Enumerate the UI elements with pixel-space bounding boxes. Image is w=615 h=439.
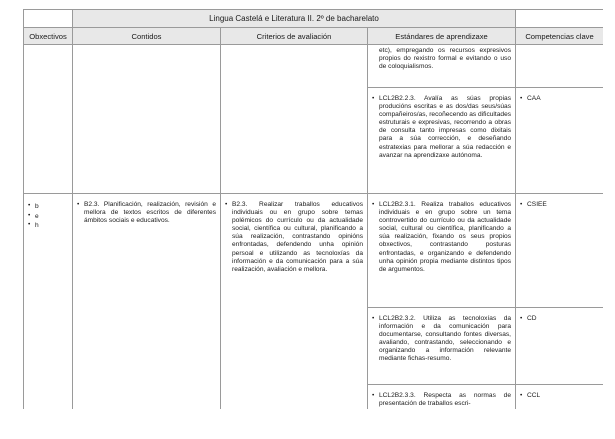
criteria-cell [221, 194, 368, 410]
bullet-icon: • [520, 95, 523, 102]
competence-2-2-3 [516, 88, 603, 110]
objectives-list [24, 194, 72, 239]
competence-2-3-3-cell [516, 385, 603, 410]
competence-2-3-2-label: CD [527, 315, 537, 322]
objective-label: e [35, 212, 39, 220]
objective-label: b [35, 203, 39, 210]
list-item [28, 202, 68, 212]
standard-2-3-2-cell [368, 308, 516, 385]
table-row-2-3-1 [24, 194, 604, 308]
competence-2-3-1-cell [516, 194, 603, 308]
header-criteria: Criterios de avaliación [221, 28, 368, 45]
standard-continued-cell [368, 45, 516, 88]
table-row-continued [24, 45, 604, 88]
competence-2-3-3-label: CCL [527, 392, 541, 399]
objectives-cell [24, 194, 73, 410]
content-b2-3-text: B2.3. Planificación, realización, revisión e mellora de textos escritos de diferentes ámbitos sociais e educativos. [84, 201, 216, 225]
competence-2-2-3-label: CAA [527, 95, 541, 102]
header-row [24, 28, 604, 45]
standard-2-3-2 [368, 308, 515, 368]
title-blank-cell-right [516, 10, 603, 28]
bullet-icon: • [520, 315, 523, 322]
title-blank-cell [24, 10, 73, 28]
bullet-icon: • [520, 201, 523, 208]
bullet-icon: • [372, 201, 375, 208]
contents-cell [73, 194, 221, 410]
criterion-b2-3-text: B2.3. Realizar traballos educativos individuais ou en grupo sobre temas polémicos do currículo ou da actualidade social, científica ou cultural, planificando a súa realización, contrastando opinións enfrontadas, defendendo unha opinión persoal e utilizando as tecnoloxías da información e da comunicación para a súa realización, avaliación e mellora. [232, 201, 363, 273]
competence-continued-cell [516, 45, 603, 88]
standard-2-3-3 [368, 385, 515, 409]
bullet-icon: • [520, 392, 523, 399]
standard-2-3-1 [368, 194, 515, 278]
curriculum-page [23, 9, 603, 409]
competence-2-3-2-cell [516, 308, 603, 385]
header-competences: Competencias clave [516, 28, 603, 45]
standard-continued-text: etc), empregando os recursos expresivos propios do rexistro formal e evitando o uso de coloquialismos. [379, 47, 512, 71]
bullet-icon: • [28, 211, 31, 219]
competence-2-2-3-cell [516, 88, 603, 194]
standard-2-2-3-cell [368, 88, 516, 194]
standard-2-2-3 [368, 88, 515, 164]
bullet-icon: • [77, 201, 80, 208]
list-item [28, 212, 68, 222]
competence-2-3-3 [516, 385, 603, 407]
standard-2-3-3-text: LCL2B2.3.3. Respecta as normas de presentación de traballos escri- [379, 392, 512, 408]
bullet-icon: • [28, 221, 31, 228]
competence-2-3-1-label: CSIEE [527, 201, 547, 208]
header-objectives: Obxectivos [24, 28, 73, 45]
content-b2-3 [73, 194, 220, 229]
bullet-icon: • [372, 315, 375, 322]
competence-2-3-2 [516, 308, 603, 330]
criteria-cell-empty [221, 45, 368, 194]
curriculum-table [23, 9, 603, 409]
bullet-icon: • [372, 95, 375, 102]
objectives-cell-empty [24, 45, 73, 194]
standard-2-3-1-text: LCL2B2.3.1. Realiza traballos educativos individuais e en grupo sobre un tema controvertido do currículo ou da actualidade social, cultural ou científica, planificando a súa realización, fixando os seus propios obxectivos, contrastando posturas enfrontadas, e organizando e defendendo unha opinión propia mediante distintos tipos de argumentos. [379, 201, 512, 273]
standard-2-3-2-text: LCL2B2.3.2. Utiliza as tecnoloxías da información e da comunicación para documentarse, consultando fontes diversas, avaliando, contrastando, seleccionando e organizando a información relevante mediante fichas-resumo. [379, 315, 512, 363]
standard-2-3-3-cell [368, 385, 516, 410]
bullet-icon: • [225, 201, 228, 208]
header-standards: Estándares de aprendizaxe [368, 28, 516, 45]
contents-cell-empty [73, 45, 221, 194]
criterion-b2-3 [221, 194, 367, 278]
table-title: Lingua Castelá e Literatura II. 2º de bacharelato [73, 10, 516, 28]
bullet-icon: • [372, 392, 375, 399]
list-item [28, 221, 68, 231]
bullet-icon: • [28, 202, 31, 209]
title-row [24, 10, 604, 28]
objective-label: h [35, 222, 39, 229]
standard-2-2-3-text: LCL2B2.2.3. Avalía as súas propias producións escritas e as dos/das seus/súas compañeiros/as, recoñecendo as dificultades estruturais e expresivas, recorrendo a obras de consulta tanto impresas como dixitais para a súa corrección, e deseñando estratexias para mellorar a súa redacción e avanzar na aprendizaxe autónoma. [379, 95, 512, 159]
standard-2-3-1-cell [368, 194, 516, 308]
competence-2-3-1 [516, 194, 603, 216]
header-contents: Contidos [73, 28, 221, 45]
